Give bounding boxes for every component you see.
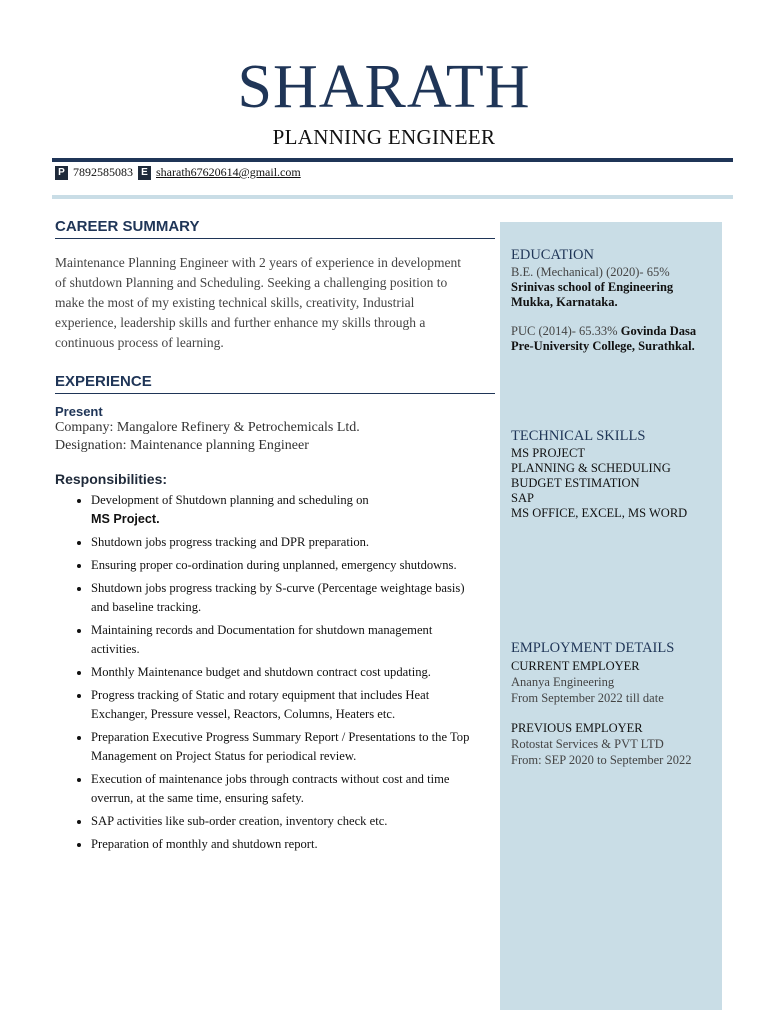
list-item: • Preparation Executive Progress Summary Report / Presentations to the Top Management on Project Status for periodical review. xyxy=(91,728,495,766)
responsibilities-heading: Responsibilities: xyxy=(55,471,168,487)
education-section xyxy=(511,248,717,354)
previous-employer-company: Rotostat Services & PVT LTD xyxy=(511,737,664,751)
career-summary-heading: CAREER SUMMARY xyxy=(55,218,495,239)
list-item: • Progress tracking of Static and rotary equipment that includes Heat Exchanger, Pressure vessel, Reactors, Columns, Heaters etc. xyxy=(91,686,495,724)
responsibilities-list xyxy=(55,491,495,854)
skill-item: MS PROJECT xyxy=(511,446,585,460)
current-employer-label: CURRENT EMPLOYER xyxy=(511,659,640,673)
header-divider-light xyxy=(52,195,733,199)
skill-item: PLANNING & SCHEDULING xyxy=(511,461,671,475)
list-item: • Shutdown jobs progress tracking by S-curve (Percentage weightage basis) and baseline tracking. xyxy=(91,579,495,617)
education-degree-1: B.E. (Mechanical) (2020)- 65% xyxy=(511,265,670,279)
email-link[interactable]: sharath67620614@gmail.com xyxy=(156,165,301,179)
current-employer-period: From September 2022 till date xyxy=(511,691,664,705)
list-item: • Maintaining records and Documentation for shutdown management activities. xyxy=(91,621,495,659)
employment-section xyxy=(511,640,717,768)
list-item: • Monthly Maintenance budget and shutdown contract cost updating. xyxy=(91,663,495,682)
list-item: • Execution of maintenance jobs through contracts without cost and time overrun, at the same time, ensuring safety. xyxy=(91,770,495,808)
previous-employer-label: PREVIOUS EMPLOYER xyxy=(511,721,643,735)
technical-skills-heading: TECHNICAL SKILLS xyxy=(511,428,646,444)
skill-item: MS OFFICE, EXCEL, MS WORD xyxy=(511,506,688,520)
education-heading: EDUCATION xyxy=(511,247,594,263)
education-degree-2: PUC (2014)- 65.33% xyxy=(511,324,618,338)
education-entry-2 xyxy=(511,324,717,354)
current-employer-company: Ananya Engineering xyxy=(511,675,615,689)
career-summary-text: Maintenance Planning Engineer with 2 years of experience in development of shutdown Planning and Scheduling. Seeking a challenging position to make the most of my existing technical skills, creativity, Industrial experience, leadership skills and further enhance my skills through a continuous process of learning. xyxy=(55,255,461,350)
list-item: • Ensuring proper co-ordination during unplanned, emergency shutdowns. xyxy=(91,556,495,575)
contact-bar xyxy=(55,165,301,180)
skill-item: BUDGET ESTIMATION xyxy=(511,476,640,490)
experience-designation: Designation: Maintenance planning Engineer xyxy=(55,438,309,453)
list-item: • Development of Shutdown planning and scheduling on MS Project. xyxy=(91,491,495,529)
sidebar-panel xyxy=(500,222,722,1010)
list-item: • SAP activities like sub-order creation, inventory check etc. xyxy=(91,812,495,831)
experience-heading: EXPERIENCE xyxy=(55,373,495,394)
phone-number: 7892585083 xyxy=(73,165,133,179)
technical-skills-section xyxy=(511,429,717,521)
employment-heading: EMPLOYMENT DETAILS xyxy=(511,640,675,656)
header-divider-dark xyxy=(52,158,733,162)
previous-employer-period: From: SEP 2020 to September 2022 xyxy=(511,753,692,767)
list-item: • Shutdown jobs progress tracking and DPR preparation. xyxy=(91,533,495,552)
list-item: • Preparation of monthly and shutdown report. xyxy=(91,835,495,854)
experience-period: Present xyxy=(55,404,103,419)
job-title: PLANNING ENGINEER xyxy=(272,125,496,149)
experience-company: Company: Mangalore Refinery & Petrochemicals Ltd. xyxy=(55,420,360,435)
skill-item: SAP xyxy=(511,491,534,505)
education-school-1: Srinivas school of Engineering Mukka, Karnataka. xyxy=(511,280,674,309)
education-school-2: Govinda Dasa Pre-University College, Surathkal. xyxy=(511,324,697,353)
email-icon: E xyxy=(138,166,151,180)
main-column xyxy=(55,218,495,858)
phone-icon: P xyxy=(55,166,68,180)
candidate-name: SHARATH xyxy=(237,53,531,121)
